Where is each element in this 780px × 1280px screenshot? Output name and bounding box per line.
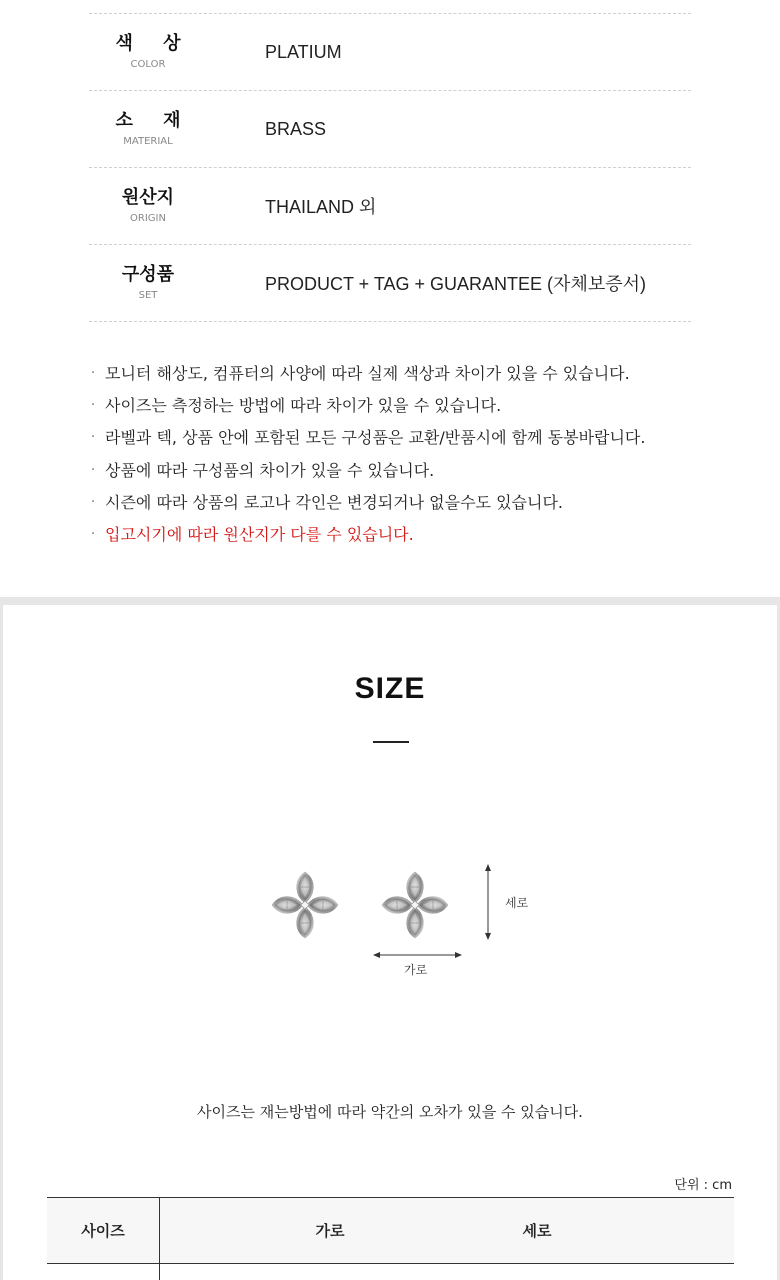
spec-table <box>89 13 691 322</box>
spec-row-material <box>89 91 691 168</box>
spec-label-ko: 원산지 <box>121 187 175 208</box>
spec-row-color <box>89 14 691 91</box>
height-arrow <box>485 864 491 940</box>
size-disclaimer: 사이즈는 재는방법에 따라 약간의 오차가 있을 수 있습니다. <box>197 1103 583 1121</box>
table-row <box>47 1264 734 1280</box>
spec-label-en: COLOR <box>130 59 166 70</box>
spec-label <box>89 33 207 71</box>
spec-row-origin <box>89 168 691 245</box>
notice-item: · 모니터 해상도, 컴퓨터의 사양에 따라 실제 색상과 차이가 있을 수 있습니다. <box>91 358 731 390</box>
size-table-header <box>47 1198 734 1264</box>
notice-item: · 상품에 따라 구성품의 차이가 있을 수 있습니다. <box>91 455 731 487</box>
notice-list <box>91 358 731 551</box>
spec-value: THAILAND 외 <box>265 197 377 217</box>
header-height: 세로 <box>522 1222 552 1240</box>
notice-item: · 시즌에 따라 상품의 로고나 각인은 변경되거나 없을수도 있습니다. <box>91 487 731 519</box>
spec-label-ko: 색 상 <box>115 33 193 54</box>
earring-illustration <box>255 850 545 990</box>
earring-left <box>273 873 337 937</box>
width-label: 가로 <box>404 963 428 977</box>
spec-value: PRODUCT + TAG + GUARANTEE (자체보증서) <box>265 274 646 294</box>
spec-label <box>89 264 207 302</box>
size-table <box>47 1197 734 1280</box>
section-divider <box>0 597 780 605</box>
notice-item: · 라벨과 텍, 상품 안에 포함된 모든 구성품은 교환/반품시에 함께 동봉바랍니다. <box>91 422 731 454</box>
width-arrow <box>373 952 462 958</box>
spec-label <box>89 187 207 225</box>
header-size: 사이즈 <box>47 1198 160 1263</box>
size-diagram <box>255 850 545 990</box>
header-width: 가로 <box>315 1222 345 1240</box>
size-title: SIZE <box>354 672 426 705</box>
cell-size <box>47 1264 160 1280</box>
spec-label-en: ORIGIN <box>130 213 166 224</box>
spec-row-set <box>89 245 691 322</box>
spec-value: BRASS <box>265 118 327 139</box>
spec-label <box>89 110 207 148</box>
spec-label-ko: 소 재 <box>115 110 193 131</box>
notice-item-warning: · 입고시기에 따라 원산지가 다를 수 있습니다. <box>91 519 731 551</box>
title-underline <box>373 741 409 743</box>
spec-label-en: SET <box>138 290 158 301</box>
notice-item: · 사이즈는 측정하는 방법에 따라 차이가 있을 수 있습니다. <box>91 390 731 422</box>
spec-value: PLATIUM <box>265 41 342 62</box>
earring-right <box>383 873 447 937</box>
unit-label: 단위 : cm <box>674 1178 732 1193</box>
section-border-left <box>0 605 3 1280</box>
height-label: 세로 <box>505 896 529 910</box>
spec-label-en: MATERIAL <box>123 136 173 147</box>
spec-label-ko: 구성품 <box>121 264 175 285</box>
